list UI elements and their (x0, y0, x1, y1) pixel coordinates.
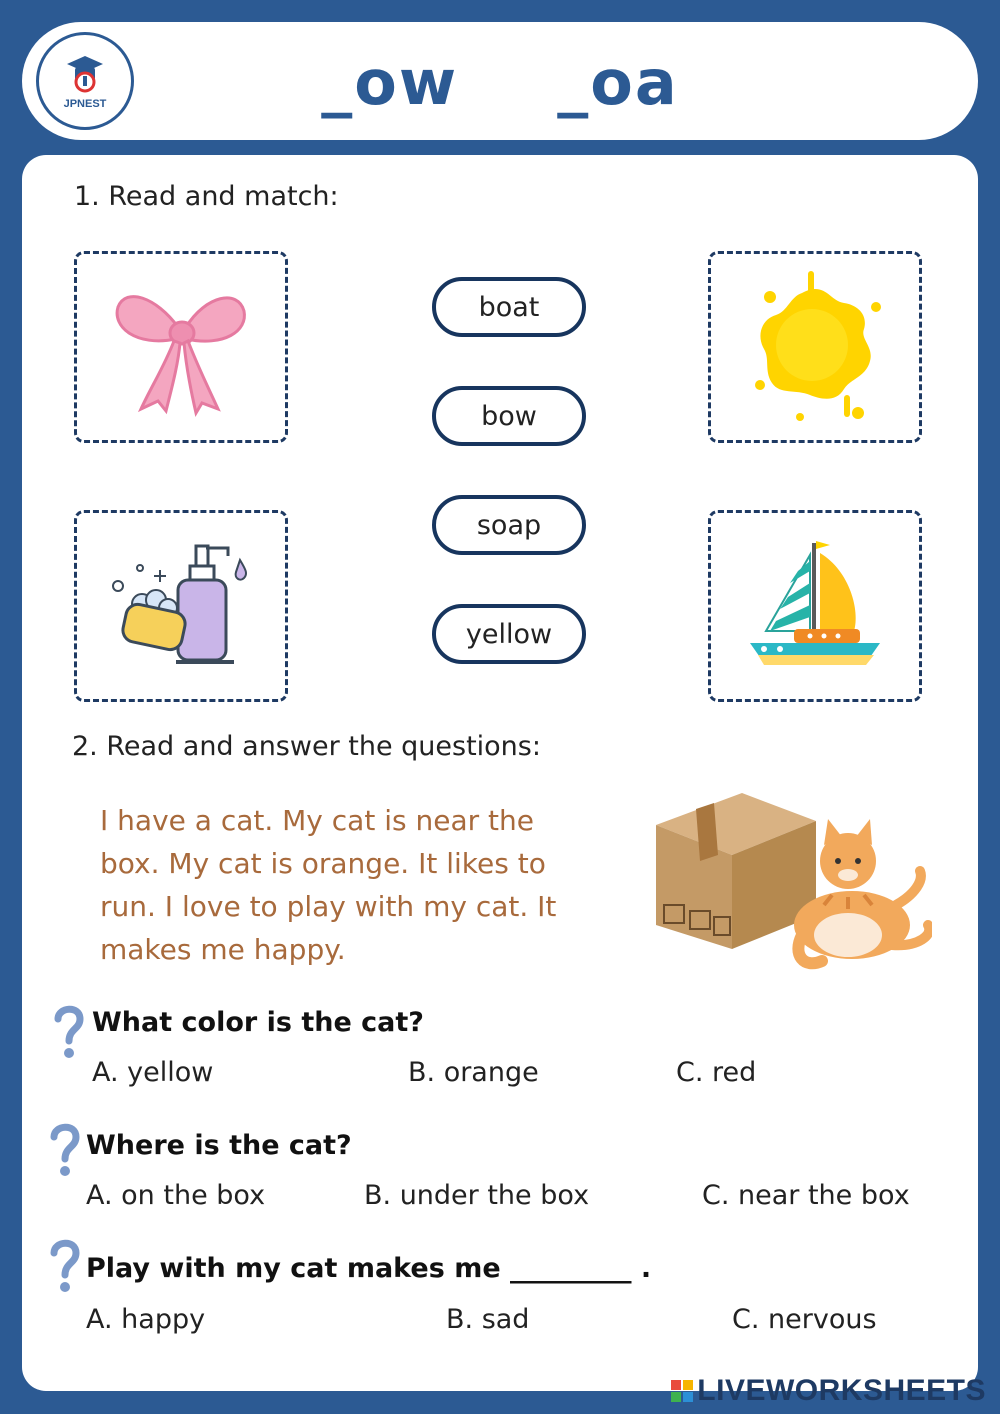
q3-option-a[interactable]: A. happy (86, 1304, 206, 1335)
liveworksheets-watermark (671, 1374, 986, 1408)
q1-option-a[interactable]: A. yellow (92, 1057, 214, 1088)
header-banner (22, 22, 978, 140)
question-mark-icon (52, 1003, 86, 1059)
page-title: _ow _oa (321, 46, 679, 119)
image-box-soap[interactable] (74, 510, 288, 702)
q3-option-b[interactable]: B. sad (446, 1304, 530, 1335)
watermark-text: LIVEWORKSHEETS (697, 1374, 986, 1407)
q1-option-b[interactable]: B. orange (408, 1057, 539, 1088)
reading-passage: I have a cat. My cat is near the box. My cat is orange. It likes to run. I love to play with my cat. It makes me happy. (100, 804, 557, 966)
q2-option-a[interactable]: A. on the box (86, 1180, 266, 1211)
cat-and-box-illustration (652, 785, 932, 975)
question-2-text: Where is the cat? (86, 1130, 352, 1161)
word-pill-yellow[interactable]: yellow (432, 604, 586, 664)
question-mark-icon (48, 1121, 82, 1177)
q2-option-b[interactable]: B. under the box (364, 1180, 590, 1211)
image-box-boat[interactable] (708, 510, 922, 702)
q3-option-c[interactable]: C. nervous (732, 1304, 877, 1335)
bow-ribbon-icon (106, 277, 256, 417)
image-box-bow[interactable] (74, 251, 288, 443)
logo-text: JPNEST (63, 98, 107, 110)
worksheet-card (22, 155, 978, 1391)
question-3-text: Play with my cat makes me _________ . (86, 1253, 652, 1284)
q2-option-c[interactable]: C. near the box (702, 1180, 910, 1211)
yellow-splash-icon (740, 267, 890, 427)
question-1-text: What color is the cat? (92, 1007, 424, 1038)
word-pill-soap[interactable]: soap (432, 495, 586, 555)
section-1-title: 1. Read and match: (74, 181, 339, 212)
image-box-yellow[interactable] (708, 251, 922, 443)
word-pill-bow[interactable]: bow (432, 386, 586, 446)
question-mark-icon (48, 1237, 82, 1293)
soap-bottle-icon (106, 536, 256, 676)
q1-option-c[interactable]: C. red (676, 1057, 757, 1088)
liveworksheets-logo-icon (671, 1380, 693, 1402)
word-pill-boat[interactable]: boat (432, 277, 586, 337)
sailboat-icon (740, 531, 890, 681)
section-2-title: 2. Read and answer the questions: (72, 731, 541, 762)
